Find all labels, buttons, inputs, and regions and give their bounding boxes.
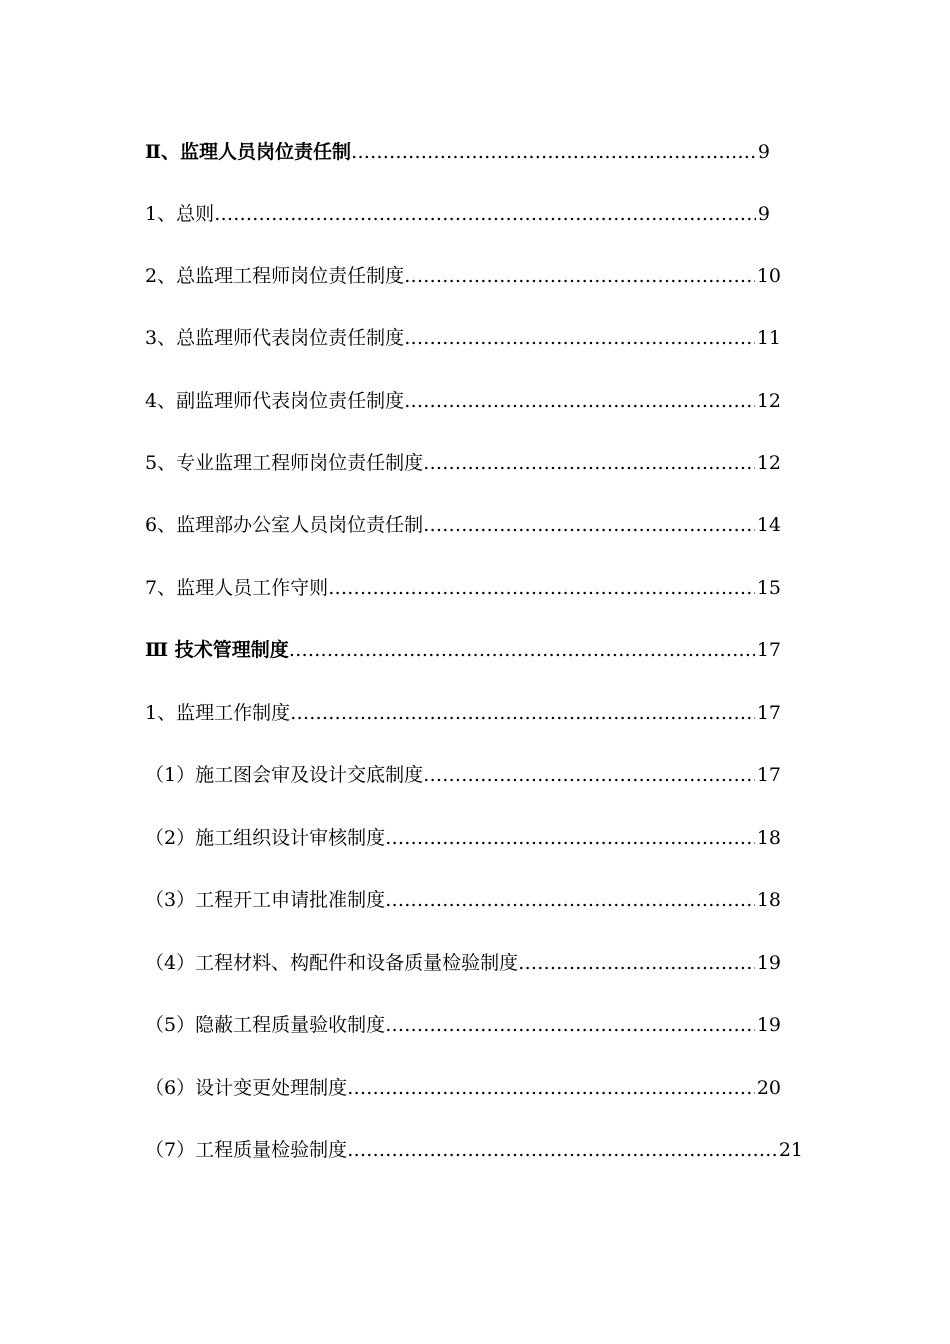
toc-dot-leader	[385, 886, 755, 914]
toc-page-number: 15	[756, 577, 781, 599]
toc-dot-leader	[423, 511, 755, 539]
toc-entry-title: 6、监理部办公室人员岗位责任制	[145, 514, 424, 536]
toc-page-number: 17	[756, 639, 781, 661]
toc-dot-leader	[423, 761, 755, 789]
toc-dot-leader	[328, 574, 755, 602]
toc-dot-leader	[290, 699, 755, 727]
toc-entry[interactable]	[145, 886, 781, 914]
toc-entry-title: （7）工程质量检验制度	[145, 1139, 348, 1161]
toc-dot-leader	[351, 138, 756, 166]
toc-entry[interactable]	[145, 138, 770, 166]
toc-page-number: 19	[756, 1014, 781, 1036]
toc-dot-leader	[518, 949, 755, 977]
toc-entry[interactable]	[145, 761, 781, 789]
toc-entry[interactable]	[145, 1011, 781, 1039]
toc-entry-title: （4）工程材料、构配件和设备质量检验制度	[145, 952, 519, 974]
toc-page-number: 18	[756, 827, 781, 849]
toc-entry[interactable]	[145, 262, 781, 290]
toc-page-number: 17	[756, 764, 781, 786]
toc-entry[interactable]	[145, 511, 781, 539]
toc-page-number: 17	[756, 702, 781, 724]
toc-dot-leader	[423, 449, 755, 477]
toc-entry-title: （1）施工图会审及设计交底制度	[145, 764, 424, 786]
toc-entry[interactable]	[145, 949, 781, 977]
toc-entry-title: 1、监理工作制度	[145, 702, 291, 724]
toc-dot-leader	[404, 387, 755, 415]
toc-entry[interactable]	[145, 449, 781, 477]
toc-entry-title: Ⅲ 技术管理制度	[145, 639, 289, 661]
toc-page-number: 9	[757, 141, 770, 163]
toc-dot-leader	[214, 200, 756, 228]
toc-entry-title: 1、总则	[145, 203, 215, 225]
toc-entry[interactable]	[145, 324, 781, 352]
toc-entry[interactable]	[145, 200, 770, 228]
toc-dot-leader	[385, 824, 755, 852]
toc-dot-leader	[404, 324, 755, 352]
toc-page-number: 11	[756, 327, 781, 349]
toc-entry[interactable]	[145, 387, 781, 415]
toc-entry-title: （3）工程开工申请批准制度	[145, 889, 386, 911]
toc-dot-leader	[347, 1136, 777, 1164]
toc-entry-title: 4、副监理师代表岗位责任制度	[145, 390, 405, 412]
toc-entry[interactable]	[145, 699, 781, 727]
toc-page-number: 12	[756, 390, 781, 412]
toc-entry[interactable]	[145, 574, 781, 602]
toc-dot-leader	[385, 1011, 755, 1039]
toc-entry-title: 5、专业监理工程师岗位责任制度	[145, 452, 424, 474]
toc-page-number: 18	[756, 889, 781, 911]
toc-entry-title: Ⅱ、监理人员岗位责任制	[145, 141, 352, 163]
toc-entry-title: 7、监理人员工作守则	[145, 577, 329, 599]
toc-entry[interactable]	[145, 1136, 803, 1164]
toc-page-number: 10	[756, 265, 781, 287]
toc-entry-title: 3、总监理师代表岗位责任制度	[145, 327, 405, 349]
toc-dot-leader	[289, 636, 755, 664]
toc-dot-leader	[347, 1074, 755, 1102]
toc-page-number: 9	[757, 203, 770, 225]
toc-entry-title: 2、总监理工程师岗位责任制度	[145, 265, 405, 287]
toc-entry[interactable]	[145, 636, 781, 664]
toc-page-number: 19	[756, 952, 781, 974]
toc-entry-title: （2）施工组织设计审核制度	[145, 827, 386, 849]
toc-page-number: 20	[756, 1077, 781, 1099]
toc-page-number: 14	[756, 514, 781, 536]
toc-entry[interactable]	[145, 824, 781, 852]
toc-entry-title: （6）设计变更处理制度	[145, 1077, 348, 1099]
toc-page-number: 12	[756, 452, 781, 474]
toc-page-number: 21	[778, 1139, 803, 1161]
toc-dot-leader	[404, 262, 755, 290]
toc-entry-title: （5）隐蔽工程质量验收制度	[145, 1014, 386, 1036]
toc-entry[interactable]	[145, 1074, 781, 1102]
